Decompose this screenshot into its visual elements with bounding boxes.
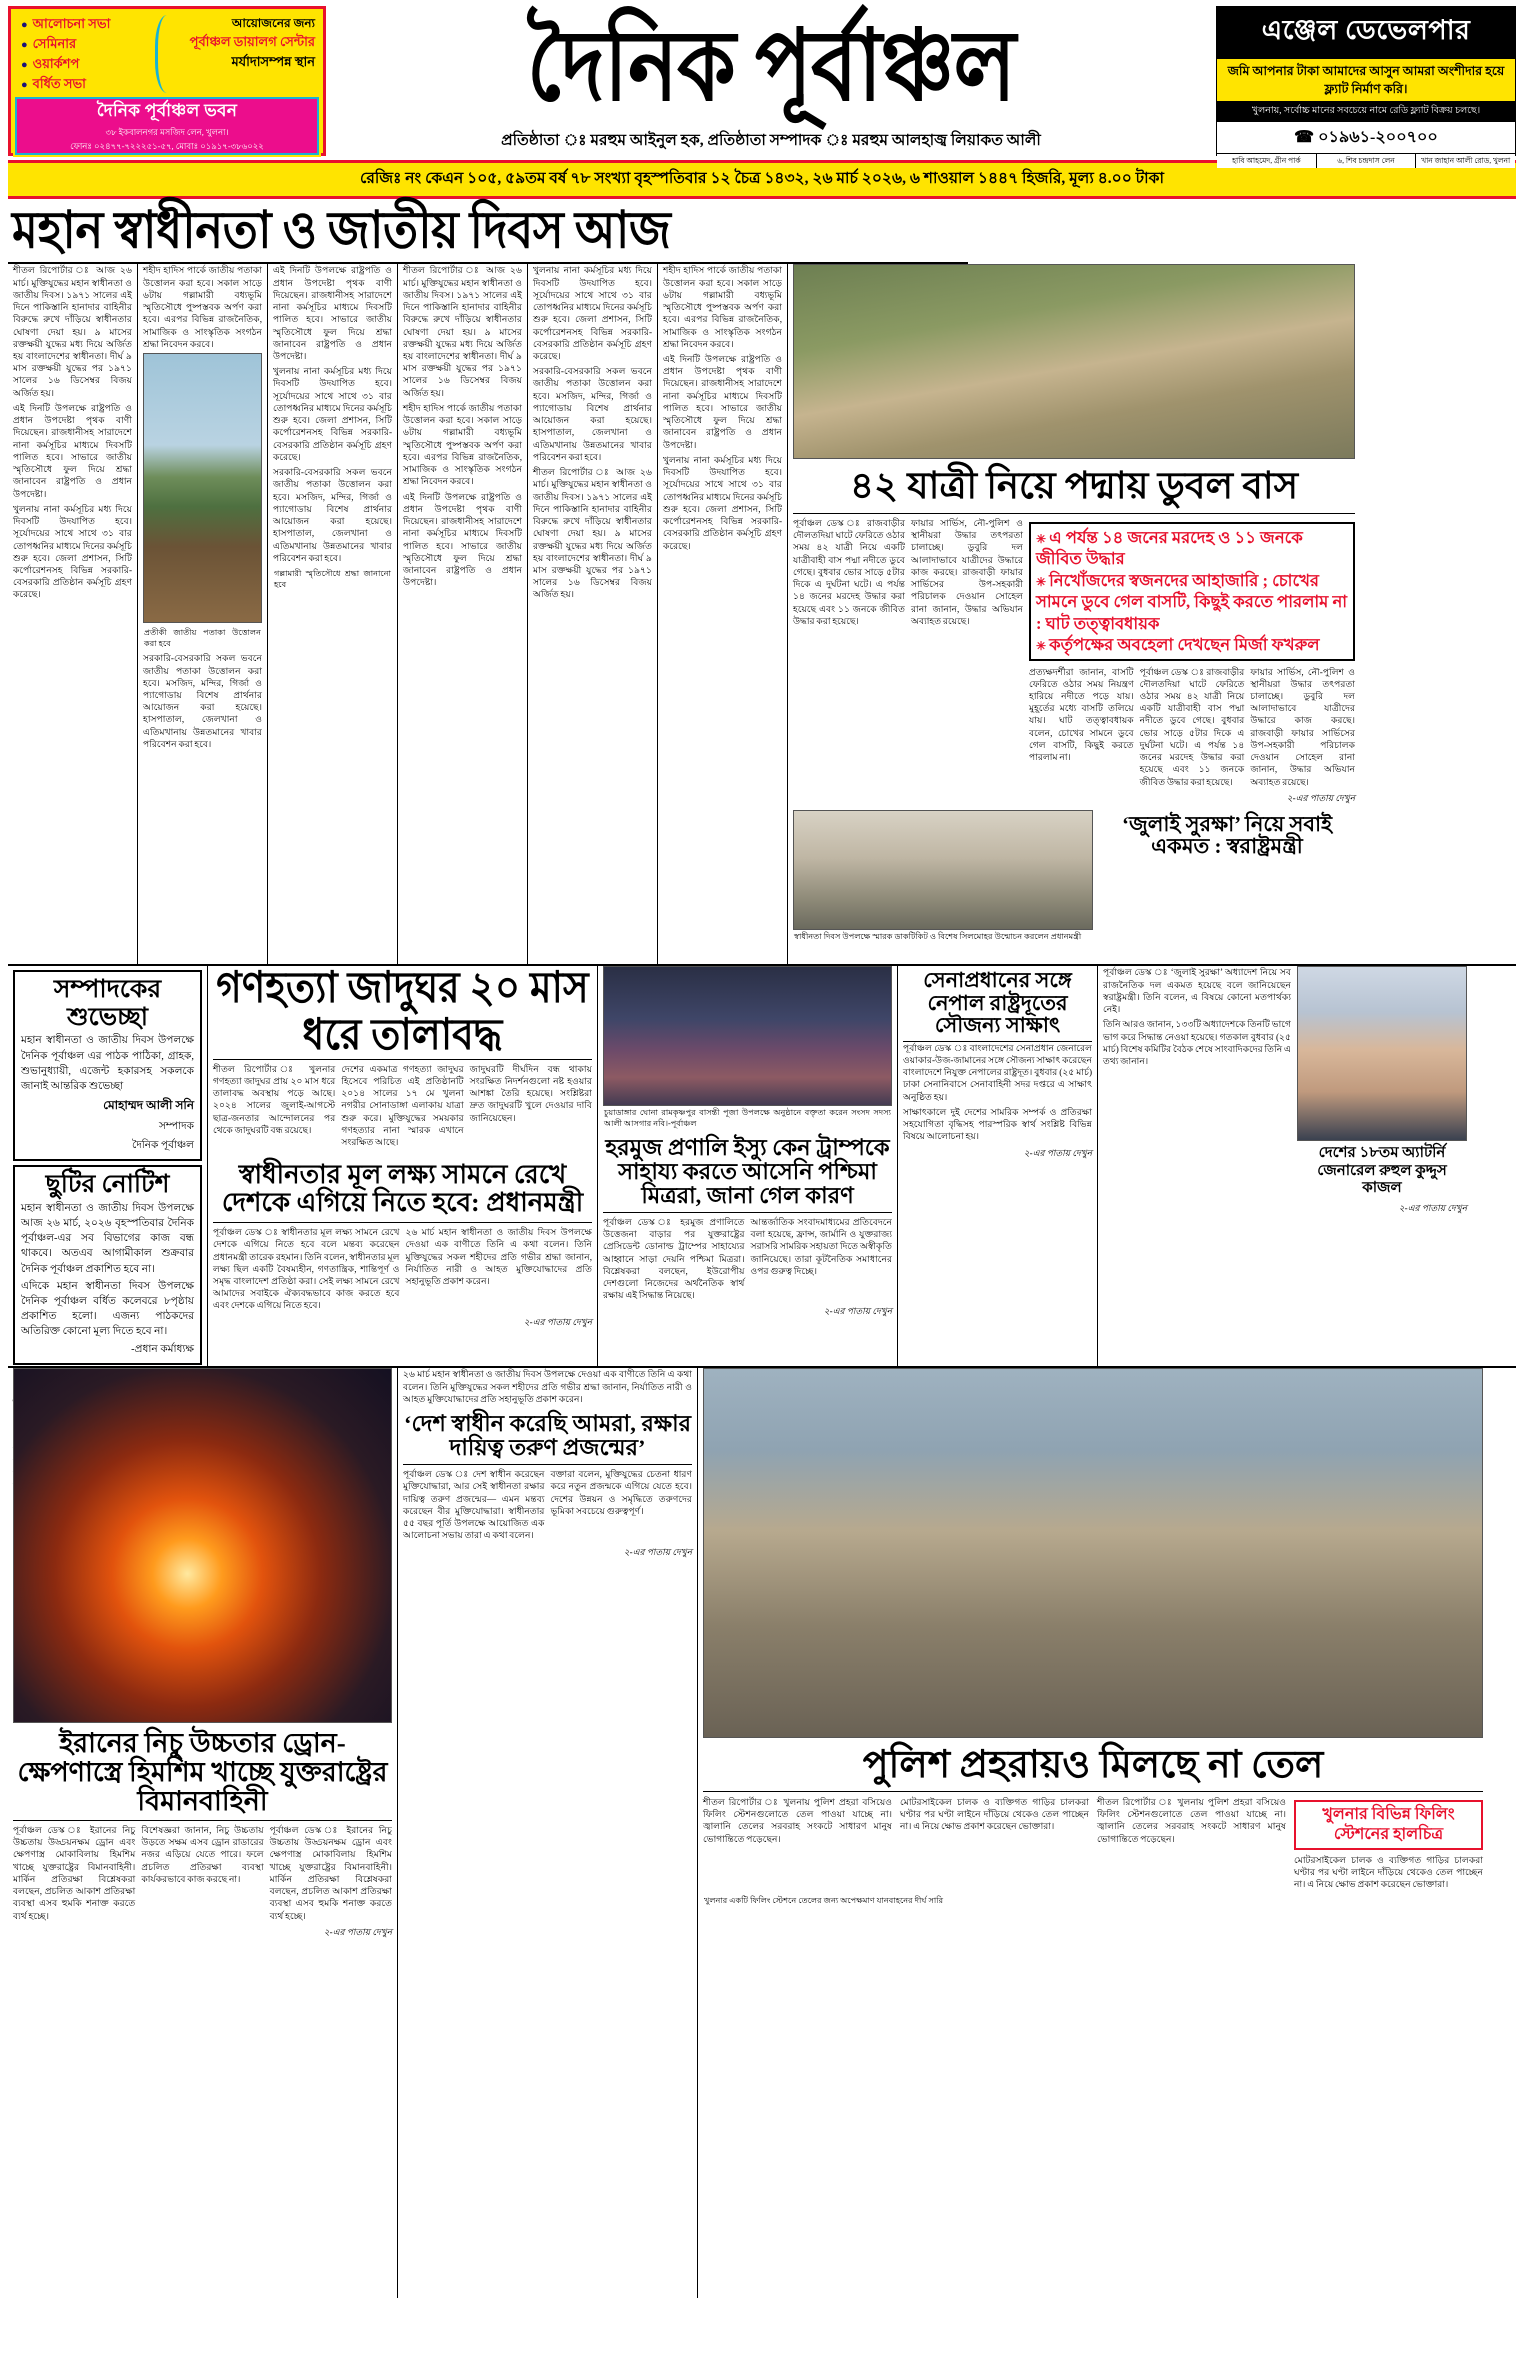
greeting-role: সম্পাদক [158, 1121, 194, 1133]
greeting-paper: দৈনিক পূর্বাঞ্চল [131, 1140, 194, 1152]
fuel-photo-caption: খুলনার একটি ফিলিং স্টেশনে তেলের জন্য অপেক্ষমাণ যানবাহনের দীর্ঘ সারি [704, 1895, 944, 1905]
hormuz-story-headline: হরমুজ প্রণালি ইস্যু কেন ট্রাম্পকে সাহায্য করতে আসেনি পশ্চিমা মিত্ররা, জানা গেল কারণ [605, 1134, 890, 1208]
fuel-redbox-label: খুলনার বিভিন্ন ফিলিং স্টেশনের হালচিত্র [1294, 1800, 1483, 1850]
museum-story-section [208, 966, 598, 1366]
lead-paragraph-3: খুলনায় নানা কর্মসূচির মধ্য দিয়ে দিবসটি উদযাপিত হবে। সূর্যোদয়ের সাথে সাথে ৩১ বার তোপধ্বনির মাধ্যমে দিনের কর্মসূচি শুরু হবে। জেলা প্রশাসন, সিটি কর্পোরেশনসহ বিভিন্ন সরকারি-বেসরকারি প্রতিষ্ঠান কর্মসূচি গ্রহণ করেছে। [13, 503, 132, 600]
right-ad-subline: খুলনায়, সর্বোচ্চ মানের সবচেয়ে নামে রেডি ফ্ল্যাট বিক্রয় চলছে। [1217, 101, 1515, 122]
column-5 [528, 264, 658, 964]
notice-column [8, 966, 208, 1366]
masthead [8, 6, 1516, 166]
column-6 [658, 264, 788, 964]
main-content-row-3 [8, 1368, 1516, 2298]
fuel-story-section [698, 1368, 1488, 2298]
lead-paragraph-8: সরকারি-বেসরকারি সকল ভবনে জাতীয় পতাকা উত্তোলন করা হবে। মসজিদ, মন্দির, গির্জা ও প্যাগোডায় বিশেষ প্রার্থনার আয়োজন করা হয়েছে। হাসপাতাল, জেলখানা ও এতিমখানায় উন্নতমানের খাবার পরিবেশন করা হবে। [273, 467, 392, 563]
lead-paragraph-6: এই দিনটি উপলক্ষে রাষ্ট্রপতি ও প্রধান উপদেষ্টা পৃথক বাণী দিয়েছেন। রাজধানীসহ সারাদেশে নানা কর্মসূচির মাধ্যমে দিবসটি পালিত হবে। সাভারে জাতীয় স্মৃতিসৌধে ফুল দিয়ে শ্রদ্ধা জানাবেন রাষ্ট্রপতি ও প্রধান উপদেষ্টা। [273, 265, 392, 361]
lead-paragraph-5: সরকারি-বেসরকারি সকল ভবনে জাতীয় পতাকা উত্তোলন করা হবে। মসজিদ, মন্দির, গির্জা ও প্যাগোডায় বিশেষ প্রার্থনার আয়োজন করা হয়েছে। হাসপাতাল, জেলখানা ও এতিমখানায় উন্নতমানের খাবার পরিবেশন করা হবে। [143, 653, 262, 749]
fuel-body-1: শীতল রিপোর্টার ঃ খুলনায় পুলিশ প্রহরা বসিয়েও ফিলিং স্টেশনগুলোতে তেল পাওয়া যাচ্ছে না। জ্বালানি তেলের সরবরাহ সংকটে সাধারণ মানুষ ভোগান্তিতে পড়েছেন। [703, 1797, 892, 1844]
left-ad-bullet: ● আলোচনা সভা [21, 14, 167, 34]
page-title: দৈনিক পূর্বাঞ্চল [526, 12, 1016, 122]
left-ad-lines [167, 14, 317, 95]
pm-body-1: পূর্বাঞ্চল ডেস্ক ঃ স্বাধীনতার মূল লক্ষ্য সামনে রেখে দেশকে এগিয়ে নিতে হবে বলে মন্তব্য করেছেন প্রধানমন্ত্রী তারেক রহমান। তিনি বলেন, স্বাধীনতার মূল লক্ষ্য ছিল একটি বৈষম্যহীন, গণতান্ত্রিক, শান্তিপূর্ণ ও সমৃদ্ধ বাংলাদেশ প্রতিষ্ঠা করা। সেই লক্ষ্য সামনে রেখে আমাদের সবাইকে ঐক্যবদ্ধভাবে কাজ করতে হবে এবং দেশকে এগিয়ে নিতে হবে। [213, 1227, 400, 1311]
museum-body-2: দেশের একমাত্র গণহত্যা জাদুঘর হিসেবে পরিচিত এই প্রতিষ্ঠানটি ২০১৪ সালের ১৭ মে খুলনা নগরীর সোনাডাঙ্গা এলাকায় যাত্রা শুরু করে। মুক্তিযুদ্ধের সময়কার গণহত্যার নানা স্মারক এখানে সংরক্ষিত আছে। [341, 1063, 464, 1148]
july-body-2: তিনি আরও জানান, ১৩৩টি অধ্যাদেশকে তিনটি ভাগে ভাগ করে সিদ্ধান্ত নেওয়া হয়েছে। গতকাল বুধবার (২৫ মার্চ) বিশেষ কমিটির বৈঠক শেষে সাংবাদিকদের তিনি এ তথ্য জানান। [1103, 1019, 1291, 1066]
bus-story-bullet-box [1029, 522, 1355, 661]
lead-paragraph-16: এই দিনটি উপলক্ষে রাষ্ট্রপতি ও প্রধান উপদেষ্টা পৃথক বাণী দিয়েছেন। রাজধানীসহ সারাদেশে নানা কর্মসূচির মাধ্যমে দিবসটি পালিত হবে। সাভারে জাতীয় স্মৃতিসৌধে ফুল দিয়ে শ্রদ্ধা জানাবেন রাষ্ট্রপতি ও প্রধান উপদেষ্টা। [663, 353, 782, 450]
bus-story-headline: ৪২ যাত্রী নিয়ে পদ্মায় ডুবল বাস [849, 466, 1299, 508]
lead-paragraph-10: শহীদ হাদিস পার্কে জাতীয় পতাকা উত্তোলন করা হবে। সকাল সাড়ে ৬টায় গল্লামারী বধ্যভূমি স্মৃতিসৌধে পুষ্পস্তবক অর্পণ করা হবে। এরপর বিভিন্ন রাজনৈতিক, সামাজিক ও সাংস্কৃতিক সংগঠন শ্রদ্ধা নিবেদন করবে। [403, 402, 522, 487]
stage-photo-section [598, 966, 898, 1366]
museum-body-3: জাদুঘরটি দীর্ঘদিন বন্ধ থাকায় সংরক্ষিত নিদর্শনগুলো নষ্ট হওয়ার আশঙ্কা তৈরি হয়েছে। সংশ্লিষ্টরা দ্রুত জাদুঘরটি খুলে দেওয়ার দাবি জানিয়েছেন। [469, 1063, 592, 1123]
hormuz-story-continue[interactable]: ২-এর পাতায় দেখুন [823, 1306, 892, 1317]
lead-paragraph-14: শীতল রিপোর্টার ঃ আজ ২৬ মার্চ। মুক্তিযুদ্ধের মহান স্বাধীনতা ও জাতীয় দিবস। ১৯৭১ সালের এই দিনে পাকিস্তানি হানাদার বাহিনীর বিরুদ্ধে রুখে দাঁড়িয়ে স্বাধীনতার ঘোষণা দেয়া হয়। ৯ মাসের রক্তক্ষয়ী যুদ্ধের মধ্য দিয়ে অর্জিত হয় বাংলাদেশের স্বাধীনতা। দীর্ঘ ৯ মাস রক্তক্ষয়ী যুদ্ধের পর ১৯৭১ সালের ১৬ ডিসেম্বর বিজয় অর্জিত হয়। [533, 467, 652, 600]
main-content-row-2 [8, 966, 1516, 1366]
bus-story-body-2: ফায়ার সার্ভিস, নৌ-পুলিশ ও স্থানীয়রা উদ্ধার তৎপরতা চালাচ্ছে। ডুবুরি দল আলাদাভাবে যাত্রীদের উদ্ধারে কাজ করছে। রাজবাড়ী ফায়ার সার্ভিসের উপ-সহকারী পরিচালক দেওয়ান সোহেল রানা জানান, উদ্ধার অভিযান অব্যাহত রয়েছে। [911, 517, 1023, 626]
left-advertisement[interactable] [8, 6, 326, 156]
youth-story-section [398, 1368, 698, 2298]
fire-explosion-photo [13, 1368, 392, 1723]
right-ad-foot-right: খান জাহান আলী রোড, খুলনা [1415, 154, 1515, 168]
attorney-general-portrait [1297, 966, 1467, 1141]
lead-paragraph-9: শীতল রিপোর্টার ঃ আজ ২৬ মার্চ। মুক্তিযুদ্ধের মহান স্বাধীনতা ও জাতীয় দিবস। ১৯৭১ সালের এই দিনে পাকিস্তানি হানাদার বাহিনীর বিরুদ্ধে রুখে দাঁড়িয়ে স্বাধীনতার ঘোষণা দেয়া হয়। ৯ মাসের রক্তক্ষয়ী যুদ্ধের মধ্য দিয়ে অর্জিত হয় বাংলাদেশের স্বাধীনতা। দীর্ঘ ৯ মাস রক্তক্ষয়ী যুদ্ধের পর ১৯৭১ সালের ১৬ ডিসেম্বর বিজয় অর্জিত হয়। [403, 265, 522, 398]
iran-body-3: পূর্বাঞ্চল ডেস্ক ঃ ইরানের নিচু উচ্চতায় উড্ডয়নক্ষম ড্রোন এবং ক্ষেপণাস্ত্র মোকাবিলায় হিমশিম খাচ্ছে যুক্তরাষ্ট্রের বিমানবাহিনী। মার্কিন প্রতিরক্ষা বিশ্লেষকরা বলছেন, প্রচলিত আকাশ প্রতিরক্ষা ব্যবস্থা এসব হুমকি শনাক্ত করতে ব্যর্থ হচ্ছে। [269, 1824, 392, 1921]
right-ad-foot-mid: ৬, শিব চন্দ্রদাস লেন [1316, 154, 1416, 168]
left-ad-line2: পূর্বাঞ্চল ডায়ালগ সেন্টার [189, 34, 315, 49]
fuel-body-4: মোটরসাইকেল চালক ও ব্যক্তিগত গাড়ির চালকরা ঘণ্টার পর ঘণ্টা লাইনে দাঁড়িয়ে থেকেও তেল পাচ্ছেন না। এ নিয়ে ক্ষোভ প্রকাশ করেছেন ভোক্তারা। [1294, 1855, 1483, 1890]
left-ad-bullet-list [17, 14, 167, 95]
bus-story-bullet: ✳ নিখোঁজদের স্বজনদের আহাজারি ; চোখের সামনে ডুবে গেল বাসটি, কিছুই করতে পারলাম না : ঘাট তত্ত্বাবধায়ক [1036, 570, 1348, 634]
pm-story-headline: স্বাধীনতার মূল লক্ষ্য সামনে রেখে দেশকে এগিয়ে নিতে হবে: প্রধানমন্ত্রী [221, 1160, 584, 1218]
fuel-body-2: মোটরসাইকেল চালক ও ব্যক্তিগত গাড়ির চালকরা ঘণ্টার পর ঘণ্টা লাইনে দাঁড়িয়ে থেকেও তেল পাচ্ছেন না। এ নিয়ে ক্ষোভ প্রকাশ করেছেন ভোক্তারা। [900, 1797, 1089, 1832]
iran-story-continue[interactable]: ২-এর পাতায় দেখুন [323, 1926, 392, 1937]
left-ad-bullet: ● বর্ধিত সভা [21, 74, 167, 94]
column-3 [268, 264, 398, 964]
bus-story-bullet: ✳ কর্তৃপক্ষের অবহেলা দেখছেন মির্জা ফখরুল [1036, 634, 1348, 655]
monument-photo [143, 353, 262, 623]
left-ad-bullet: ● সেমিনার [21, 34, 167, 54]
july-body-1: পূর্বাঞ্চল ডেস্ক ঃ ‘জুলাই সুরক্ষা’ অধ্যাদেশ নিয়ে সব রাজনৈতিক দল একমত হয়েছে বলে জানিয়েছেন স্বরাষ্ট্রমন্ত্রী। তিনি বলেন, এ বিষয়ে কোনো মতপার্থক্য নেই। [1103, 967, 1291, 1015]
portrait-caption: দেশের ১৮তম অ্যাটর্নি জেনারেল রুহুল কুদ্দুস কাজল [1317, 1145, 1447, 1196]
bus-story-continue[interactable]: ২-এর পাতায় দেখুন [1286, 792, 1355, 803]
lead-paragraph-1: শীতল রিপোর্টার ঃ আজ ২৬ মার্চ। মুক্তিযুদ্ধের মহান স্বাধীনতা ও জাতীয় দিবস। ১৯৭১ সালের এই দিনে পাকিস্তানি হানাদার বাহিনীর বিরুদ্ধে রুখে দাঁড়িয়ে স্বাধীনতার ঘোষণা দেয়া হয়। ৯ মাসের রক্তক্ষয়ী যুদ্ধের মধ্য দিয়ে অর্জিত হয় বাংলাদেশের স্বাধীনতা। দীর্ঘ ৯ মাস রক্তক্ষয়ী যুদ্ধের পর ১৯৭১ সালের ১৬ ডিসেম্বর বিজয় অর্জিত হয়। [13, 265, 132, 398]
column-2 [138, 264, 268, 964]
youth-story-headline: ‘দেশ স্বাধীন করেছি আমরা, রক্ষার দায়িত্ব তরুণ প্রজন্মের’ [404, 1411, 691, 1461]
youth-story-continue[interactable]: ২-এর পাতায় দেখুন [623, 1546, 692, 1557]
right-ad-foot-left: হাবি আহমেদ, গ্রীন পার্ক [1232, 156, 1301, 166]
lead-paragraph-2: এই দিনটি উপলক্ষে রাষ্ট্রপতি ও প্রধান উপদেষ্টা পৃথক বাণী দিয়েছেন। রাজধানীসহ সারাদেশে নানা কর্মসূচির মাধ্যমে দিবসটি পালিত হবে। সাভারে জাতীয় স্মৃতিসৌধে ফুল দিয়ে শ্রদ্ধা জানাবেন রাষ্ট্রপতি ও প্রধান উপদেষ্টা। [13, 402, 132, 499]
holiday-body-1: মহান স্বাধীনতা ও জাতীয় দিবস উপলক্ষে আজ ২৬ মার্চ, ২০২৬ বৃহস্পতিবার দৈনিক পূর্বাঞ্চল-এর সব বিভাগের কাজ বন্ধ থাকবে। অতএব আগামীকাল শুক্রবার দৈনিক পূর্বাঞ্চল প্রকাশিত হবে না। [21, 1202, 194, 1275]
july-story-continue[interactable]: ২-এর পাতায় দেখুন [1398, 1203, 1467, 1214]
july-story-headline: ‘জুলাই সুরক্ষা’ নিয়ে সবাই একমত : স্বরাষ্ট্রমন্ত্রী [1121, 811, 1333, 859]
iran-body-2: বিশেষজ্ঞরা জানান, নিচু উচ্চতায় উড়তে সক্ষম এসব ড্রোন রাডারের নজর এড়িয়ে যেতে পারে। ফলে প্রচলিত প্রতিরক্ষা ব্যবস্থা কার্যকরভাবে কাজ করছে না। [141, 1824, 264, 1884]
youth-intro: ২৬ মার্চ মহান স্বাধীনতা ও জাতীয় দিবস উপলক্ষে দেওয়া এক বাণীতে তিনি এ কথা বলেন। তিনি মুক্তিযুদ্ধের সকল শহীদের প্রতি গভীর শ্রদ্ধা জানান, নির্যাতিত নারী ও আহত মুক্তিযোদ্ধাদের প্রতি সহানুভূতি প্রকাশ করেন। [403, 1369, 692, 1404]
right-advertisement[interactable] [1216, 6, 1516, 166]
right-ad-tagline: জমি আপনার টাকা আমাদের আসুন আমরা অংশীদার হয়ে ফ্ল্যাট নির্মাণ করি। [1217, 59, 1515, 101]
museum-body-1: শীতল রিপোর্টার ঃ খুলনার গণহত্যা জাদুঘর প্রায় ২০ মাস ধরে তালাবদ্ধ অবস্থায় পড়ে আছে। ২০২৪ সালের জুলাই-আগস্টে ছাত্র-জনতার আন্দোলনের পর থেকে জাদুঘরটি বন্ধ রয়েছে। [213, 1063, 336, 1135]
monument-photo-caption: প্রতীকী জাতীয় পতাকা উত্তোলন করা হবে [144, 627, 261, 648]
iran-body-1: পূর্বাঞ্চল ডেস্ক ঃ ইরানের নিচু উচ্চতায় উড্ডয়নক্ষম ড্রোন এবং ক্ষেপণাস্ত্র মোকাবিলায় হিমশিম খাচ্ছে যুক্তরাষ্ট্রের বিমানবাহিনী। মার্কিন প্রতিরক্ষা বিশ্লেষকরা বলছেন, প্রচলিত আকাশ প্রতিরক্ষা ব্যবস্থা এসব হুমকি শনাক্ত করতে ব্যর্থ হচ্ছে। [13, 1824, 136, 1921]
iran-story-headline: ইরানের নিচু উচ্চতার ড্রোন-ক্ষেপণাস্ত্রে হিমশিম খাচ্ছে যুক্তরাষ্ট্রের বিমানবাহিনী [17, 1728, 388, 1817]
squiggle-decoration-icon [155, 15, 185, 93]
right-ad-brand: এঞ্জেল ডেভেলপার [1217, 7, 1515, 59]
iran-story-section [8, 1368, 398, 2298]
hormuz-body-2: আন্তর্জাতিক সংবাদমাধ্যমের প্রতিবেদনে বলা হয়েছে, ফ্রান্স, জার্মানি ও যুক্তরাজ্য সরাসরি সামরিক সহায়তা দিতে অস্বীকৃতি জানিয়েছে। তারা কূটনৈতিক সমাধানের ওপর গুরুত্ব দিচ্ছে। [750, 1216, 892, 1276]
nepal-story-headline: সেনাপ্রধানের সঙ্গে নেপাল রাষ্ট্রদূতের সৌজন্য সাক্ষাৎ [923, 968, 1072, 1038]
nepal-story-continue[interactable]: ২-এর পাতায় দেখুন [1023, 1147, 1092, 1158]
youth-body-2: বক্তারা বলেন, মুক্তিযুদ্ধের চেতনা ধারণ করে নতুন প্রজন্মকে এগিয়ে যেতে হবে। দেশের উন্নয়ন ও সমৃদ্ধিতে তরুণদের ভূমিকা সবচেয়ে গুরুত্বপূর্ণ। [550, 1469, 692, 1516]
lead-paragraph-12: খুলনায় নানা কর্মসূচির মধ্য দিয়ে দিবসটি উদযাপিত হবে। সূর্যোদয়ের সাথে সাথে ৩১ বার তোপধ্বনির মাধ্যমে দিনের কর্মসূচি শুরু হবে। জেলা প্রশাসন, সিটি কর্পোরেশনসহ বিভিন্ন সরকারি-বেসরকারি প্রতিষ্ঠান কর্মসূচি গ্রহণ করেছে। [533, 265, 652, 361]
lead-paragraph-4: শহীদ হাদিস পার্কে জাতীয় পতাকা উত্তোলন করা হবে। সকাল সাড়ে ৬টায় গল্লামারী বধ্যভূমি স্মৃতিসৌধে পুষ্পস্তবক অর্পণ করা হবে। এরপর বিভিন্ন রাজনৈতিক, সামাজিক ও সাংস্কৃতিক সংগঠন শ্রদ্ধা নিবেদন করবে। [143, 265, 262, 349]
greeting-signature: মোহাম্মদ আলী সনি [103, 1098, 194, 1113]
youth-body-1: পূর্বাঞ্চল ডেস্ক ঃ দেশ স্বাধীন করেছেন মুক্তিযোদ্ধারা, আর সেই স্বাধীনতা রক্ষার দায়িত্ব তরুণ প্রজন্মের— এমন মন্তব্য করেছেন বীর মুক্তিযোদ্ধারা। স্বাধীনতার ৫৫ বছর পূর্তি উপলক্ষে আয়োজিত এক আলোচনা সভায় তারা এ কথা বলেন। [403, 1469, 545, 1541]
nepal-body-1: পূর্বাঞ্চল ডেস্ক ঃ বাংলাদেশের সেনাপ্রধান জেনারেল ওয়াকার-উজ-জামানের সঙ্গে সৌজন্য সাক্ষাৎ করেছেন বাংলাদেশে নিযুক্ত নেপালের রাষ্ট্রদূত। বুধবার (২৫ মার্চ) ঢাকা সেনানিবাসে সেনাবাহিনী সদর দপ্তরে এ সাক্ষাৎ অনুষ্ঠিত হয়। [903, 1042, 1092, 1102]
masthead-center [332, 6, 1210, 156]
fuel-body-3: শীতল রিপোর্টার ঃ খুলনায় পুলিশ প্রহরা বসিয়েও ফিলিং স্টেশনগুলোতে তেল পাওয়া যাচ্ছে না। জ্বালানি তেলের সরবরাহ সংকটে সাধারণ মানুষ ভোগান্তিতে পড়েছেন। [1097, 1797, 1286, 1844]
bus-story-section [788, 264, 1360, 964]
founder-line: প্রতিষ্ঠাতা ঃ মরহুম আইনুল হক, প্রতিষ্ঠাতা সম্পাদক ঃ মরহুম আলহাজ্ব লিয়াকত আলী [501, 132, 1041, 149]
left-ad-address: ৩৮ ইকবালনগর মসজিদ লেন, খুলনা। [105, 126, 229, 137]
hormuz-body-1: পূর্বাঞ্চল ডেস্ক ঃ হরমুজ প্রণালিতে উত্তেজনা বাড়ার পর যুক্তরাষ্ট্রের প্রেসিডেন্ট ডোনাল্ড ট্রাম্পের সাহায্যের আহ্বানে সাড়া দেয়নি পশ্চিমা মিত্ররা। বিশ্লেষকরা বলছেন, ইউরোপীয় দেশগুলো নিজেদের অর্থনৈতিক স্বার্থ রক্ষায় এই সিদ্ধান্ত নিয়েছে। [603, 1216, 745, 1301]
right-ad-phone[interactable]: ☎ ০১৯৬১-২০০৭০০ [1217, 122, 1515, 154]
museum-story-headline: গণহত্যা জাদুঘর ২০ মাস ধরে তালাবদ্ধ [216, 964, 589, 1060]
fuel-station-photo [703, 1368, 1483, 1738]
bus-story-body-3: প্রত্যক্ষদর্শীরা জানান, বাসটি ফেরিতে ওঠার সময় নিয়ন্ত্রণ হারিয়ে নদীতে পড়ে যায়। মুহূর্তের মধ্যে বাসটি তলিয়ে যায়। ঘাট তত্ত্বাবধায়ক বলেন, চোখের সামনে ডুবে গেল বাসটি, কিছুই করতে পারলাম না। [1029, 666, 1134, 763]
lead-paragraph-11: এই দিনটি উপলক্ষে রাষ্ট্রপতি ও প্রধান উপদেষ্টা পৃথক বাণী দিয়েছেন। রাজধানীসহ সারাদেশে নানা কর্মসূচির মাধ্যমে দিবসটি পালিত হবে। সাভারে জাতীয় স্মৃতিসৌধে ফুল দিয়ে শ্রদ্ধা জানাবেন রাষ্ট্রপতি ও প্রধান উপদেষ্টা। [403, 491, 522, 588]
pm-story-continue[interactable]: ২-এর পাতায় দেখুন [523, 1316, 592, 1327]
lead-paragraph-17: খুলনায় নানা কর্মসূচির মধ্য দিয়ে দিবসটি উদযাপিত হবে। সূর্যোদয়ের সাথে সাথে ৩১ বার তোপধ্বনির মাধ্যমে দিনের কর্মসূচি শুরু হবে। জেলা প্রশাসন, সিটি কর্পোরেশনসহ বিভিন্ন সরকারি-বেসরকারি প্রতিষ্ঠান কর্মসূচি গ্রহণ করেছে। [663, 454, 782, 551]
left-ad-top [13, 11, 321, 95]
greeting-title: সম্পাদকের শুভেচ্ছা [53, 976, 162, 1031]
stage-photo-caption: চুয়াডাঙ্গার ঘোনা রামকৃষ্ণপুর বাসন্তী পূজা উপলক্ষে অনুষ্ঠানে বক্তৃতা করেন সংসদ সদস্য আলী আসগার নবি।-পূর্বাঞ্চল [604, 1108, 891, 1128]
bus-story-body-1: পূর্বাঞ্চল ডেস্ক ঃ রাজবাড়ীর দৌলতদিয়া ঘাটে ফেরিতে ওঠার সময় ৪২ যাত্রী নিয়ে একটি যাত্রীবাহী বাস পদ্মা নদীতে ডুবে গেছে। বুধবার ভোর সাড়ে ৫টার দিকে এ দুর্ঘটনা ঘটে। এ পর্যন্ত ১৪ জনের মরদেহ উদ্ধার করা হয়েছে এবং ১১ জনকে জীবিত উদ্ধার করা হয়েছে। [793, 517, 905, 626]
holiday-body-2: এদিকে মহান স্বাধীনতা দিবস উপলক্ষে দৈনিক পূর্বাঞ্চল বর্ধিত কলেবরে ৮পৃষ্ঠায় প্রকাশিত হলো। এজন্য পাঠকদের অতিরিক্ত কোনো মূল্য দিতে হবে না। [21, 1280, 194, 1338]
lead-paragraph-15: শহীদ হাদিস পার্কে জাতীয় পতাকা উত্তোলন করা হবে। সকাল সাড়ে ৬টায় গল্লামারী বধ্যভূমি স্মৃতিসৌধে পুষ্পস্তবক অর্পণ করা হবে। এরপর বিভিন্ন রাজনৈতিক, সামাজিক ও সাংস্কৃতিক সংগঠন শ্রদ্ধা নিবেদন করবে। [663, 265, 782, 349]
left-ad-building-name: দৈনিক পূর্বাঞ্চল ভবন [96, 100, 238, 120]
left-ad-line3: মর্যাদাসম্পন্ন স্থান [231, 53, 315, 69]
nepal-story-section [898, 966, 1098, 1366]
right-ad-footer [1217, 154, 1515, 168]
lead-paragraph-13: সরকারি-বেসরকারি সকল ভবনে জাতীয় পতাকা উত্তোলন করা হবে। মসজিদ, মন্দির, গির্জা ও প্যাগোডায় বিশেষ প্রার্থনার আয়োজন করা হয়েছে। হাসপাতাল, জেলখানা ও এতিমখানায় উন্নতমানের খাবার পরিবেশন করা হবে। [533, 366, 652, 462]
greeting-body: মহান স্বাধীনতা ও জাতীয় দিবস উপলক্ষে দৈনিক পূর্বাঞ্চল এর পাঠক পাঠিকা, গ্রাহক, শুভানুধ্যায়ী, এজেন্ট হকারসহ সকলকে জানাই আন্তরিক শুভেচ্ছা [21, 1035, 194, 1092]
fuel-story-headline: পুলিশ প্রহরায়ও মিলছে না তেল [862, 1744, 1324, 1787]
left-ad-bullet: ● ওয়ার্কশপ [21, 54, 167, 74]
editor-greeting-box [13, 970, 202, 1161]
main-content-row-1 [8, 264, 1516, 964]
left-ad-line1: আয়োজনের জন্য [231, 16, 315, 30]
bus-story-bullet: ✳ এ পর্যন্ত ১৪ জনের মরদেহ ও ১১ জনকে জীবিত উদ্ধার [1036, 527, 1348, 570]
left-ad-building-block [15, 97, 319, 155]
bus-story-body-5: ফায়ার সার্ভিস, নৌ-পুলিশ ও স্থানীয়রা উদ্ধার তৎপরতা চালাচ্ছে। ডুবুরি দল আলাদাভাবে যাত্রীদের উদ্ধারে কাজ করছে। রাজবাড়ী ফায়ার সার্ভিসের উপ-সহকারী পরিচালক দেওয়ান সোহেল রানা জানান, উদ্ধার অভিযান অব্যাহত রয়েছে। [1250, 666, 1356, 787]
holiday-title: ছুটির নোটিশ [45, 1171, 170, 1199]
july-story-section [1098, 966, 1472, 1366]
bus-accident-photo [793, 264, 1355, 459]
lead-paragraph-7: খুলনায় নানা কর্মসূচির মধ্য দিয়ে দিবসটি উদযাপিত হবে। সূর্যোদয়ের সাথে সাথে ৩১ বার তোপধ্বনির মাধ্যমে দিনের কর্মসূচি শুরু হবে। জেলা প্রশাসন, সিটি কর্পোরেশনসহ বিভিন্ন সরকারি-বেসরকারি প্রতিষ্ঠান কর্মসূচি গ্রহণ করেছে। [273, 366, 392, 462]
nepal-body-2: সাক্ষাৎকালে দুই দেশের সামরিক সম্পর্ক ও প্রতিরক্ষা সহযোগিতা বৃদ্ধিসহ পারস্পরিক স্বার্থ সংশ্লিষ্ট বিভিন্ন বিষয়ে আলোচনা হয়। [903, 1106, 1092, 1142]
stage-event-photo [603, 966, 892, 1106]
holiday-signature: -প্রধান কর্মাধ্যক্ষ [131, 1343, 194, 1355]
monument-photo-caption-2: গল্লামারী স্মৃতিসৌধে শ্রদ্ধা জানানো হবে [274, 568, 391, 589]
left-ad-phone: ফোনঃ ০২৪৭৭-৭২২২৫১-৫৭, মোবাঃ ০১৯১৭-৩৮৬০২২ [70, 140, 264, 151]
lead-headline: মহান স্বাধীনতা ও জাতীয় দিবস আজ [12, 202, 671, 260]
column-1 [8, 264, 138, 964]
column-4 [398, 264, 528, 964]
pm-body-2: ২৬ মার্চ মহান স্বাধীনতা ও জাতীয় দিবস উপলক্ষে দেওয়া এক বাণীতে তিনি এ কথা বলেন। তিনি মুক্তিযুদ্ধের সকল শহীদের প্রতি গভীর শ্রদ্ধা জানান, নির্যাতিত নারী ও আহত মুক্তিযোদ্ধাদের প্রতি সহানুভূতি প্রকাশ করেন। [405, 1227, 592, 1286]
publication-info-bar: রেজিঃ নং কেএন ১০৫, ৫৯তম বর্ষ ৭৮ সংখ্যা বৃহস্পতিবার ১২ চৈত্র ১৪৩২, ২৬ মার্চ ২০২৬, ৬ শাওয়াল ১৪৪৭ হিজরি, মূল্য ৪.০০ টাকা [8, 160, 1516, 199]
ceremony-photo [793, 810, 1093, 930]
holiday-notice-box [13, 1165, 202, 1364]
bus-story-body-4: পূর্বাঞ্চল ডেস্ক ঃ রাজবাড়ীর দৌলতদিয়া ঘাটে ফেরিতে ওঠার সময় ৪২ যাত্রী নিয়ে একটি যাত্রীবাহী বাস পদ্মা নদীতে ডুবে গেছে। বুধবার ভোর সাড়ে ৫টার দিকে এ দুর্ঘটনা ঘটে। এ পর্যন্ত ১৪ জনের মরদেহ উদ্ধার করা হয়েছে এবং ১১ জনকে জীবিত উদ্ধার করা হয়েছে। [1139, 666, 1245, 787]
ceremony-photo-caption: স্বাধীনতা দিবস উপলক্ষে স্মারক ডাকটিকিট ও বিশেষ সিলমোহর উন্মোচন করলেন প্রধানমন্ত্রী [794, 931, 1082, 941]
